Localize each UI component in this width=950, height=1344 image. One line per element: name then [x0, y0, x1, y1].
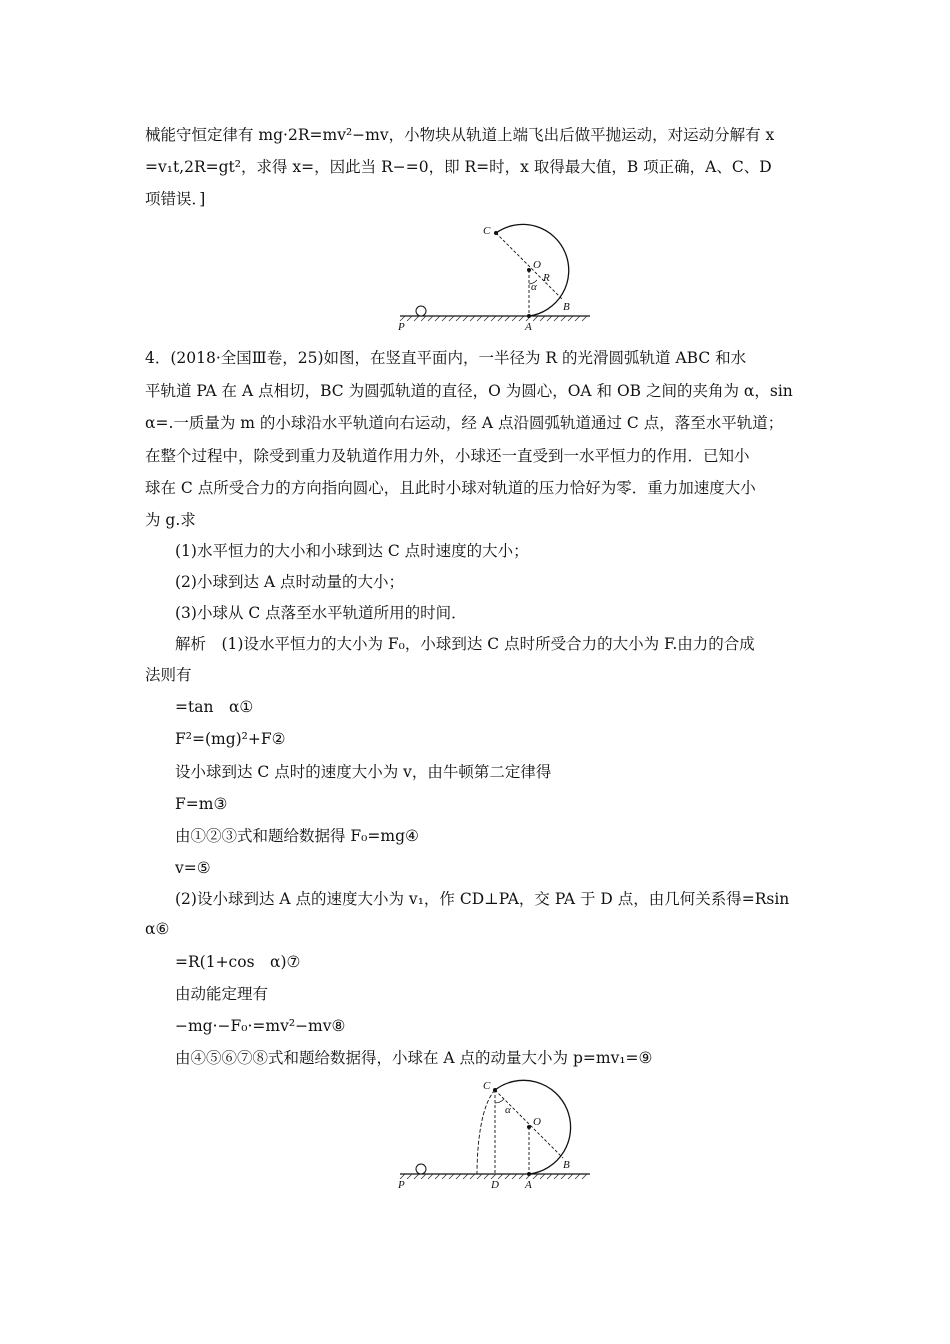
text-line-19: 由①②③式和题给数据得 F₀=mg④: [175, 827, 419, 845]
label-alpha: α: [531, 281, 537, 293]
text-line-11: (2)小球到达 A 点时动量的大小；: [175, 573, 405, 591]
label-a: A: [525, 321, 532, 333]
label-p: P: [398, 321, 405, 333]
figure-2: [395, 1075, 595, 1193]
text-line-10: (1)水平恒力的大小和小球到达 C 点时速度的大小；: [175, 542, 529, 560]
text-line-3: 项错误．]: [145, 190, 206, 208]
point-o: [527, 1125, 531, 1129]
text-line-17: 设小球到达 C 点时的速度大小为 v，由牛顿第二定律得: [175, 763, 552, 781]
label-r: R: [543, 272, 550, 284]
text-line-25: −mg·−F₀·=mv²−mv⑧: [175, 1017, 346, 1035]
text-line-7: 在整个过程中，除受到重力及轨道作用力外，小球还一直受到一水平恒力的作用．已知小: [145, 447, 750, 465]
label-c: C: [483, 225, 491, 237]
point-c: [494, 231, 498, 235]
text-line-16: F²=(mg)²+F②: [175, 730, 286, 748]
text-line-1: 械能守恒定律有 mg·2R=mv²−mv，小物块从轨道上端飞出后做平抛运动，对运动分解有 x: [145, 126, 775, 144]
label-o: O: [533, 1116, 541, 1128]
trajectory: [477, 1090, 495, 1174]
text-line-2: =v₁t,2R=gt²，求得 x=，因此当 R−=0，即 R=时，x 取得最大值，B 项正确，A、C、D: [145, 158, 772, 176]
text-line-20: v=⑤: [175, 859, 211, 877]
text-line-12: (3)小球从 C 点落至水平轨道所用的时间．: [175, 604, 467, 622]
text-line-21: (2)设小球到达 A 点的速度大小为 v₁，作 CD⊥PA，交 PA 于 D 点，由几何关系得=Rsin: [175, 890, 790, 908]
label-p: P: [398, 1179, 405, 1191]
text-line-24: 由动能定理有: [175, 985, 269, 1003]
point-o: [527, 268, 531, 272]
label-d: D: [491, 1179, 499, 1191]
point-a: [527, 1172, 531, 1176]
angle-arc: [495, 1099, 504, 1103]
text-line-13: 解析 (1)设水平恒力的大小为 F₀，小球到达 C 点时所受合力的大小为 F.由力的合成: [175, 635, 755, 653]
ball: [416, 306, 426, 316]
text-line-22: α⑥: [145, 920, 170, 938]
label-o: O: [533, 259, 541, 271]
text-line-5: 平轨道 PA 在 A 点相切，BC 为圆弧轨道的直径，O 为圆心，OA 和 OB 之间的夹角为 α，sin: [145, 382, 793, 400]
ground-hatch: [400, 316, 587, 321]
figure-1: [395, 218, 595, 333]
text-line-4: 4．(2018·全国Ⅲ卷，25)如图，在竖直平面内，一半径为 R 的光滑圆弧轨道 ABC 和水: [145, 349, 747, 367]
text-line-15: =tan α①: [175, 698, 254, 716]
text-line-14: 法则有: [145, 666, 192, 684]
point-a: [527, 314, 531, 318]
label-c: C: [483, 1080, 491, 1092]
text-line-26: 由④⑤⑥⑦⑧式和题给数据得，小球在 A 点的动量大小为 p=mv₁=⑨: [175, 1049, 653, 1067]
text-line-18: F=m③: [175, 795, 228, 813]
label-a: A: [525, 1179, 532, 1191]
label-b: B: [563, 1159, 570, 1171]
text-line-23: =R(1+cos α)⑦: [175, 953, 301, 971]
text-line-9: 为 g.求: [145, 511, 196, 529]
text-line-8: 球在 C 点所受合力的方向指向圆心，且此时小球对轨道的压力恰好为零．重力加速度大小: [145, 479, 756, 497]
point-c: [493, 1088, 497, 1092]
label-alpha: α: [505, 1104, 511, 1116]
diameter-bc: [496, 233, 562, 299]
text-line-6: α=.一质量为 m 的小球沿水平轨道向右运动，经 A 点沿圆弧轨道通过 C 点，落至水平轨道；: [145, 414, 784, 432]
ball: [416, 1164, 426, 1174]
label-b: B: [563, 301, 570, 313]
